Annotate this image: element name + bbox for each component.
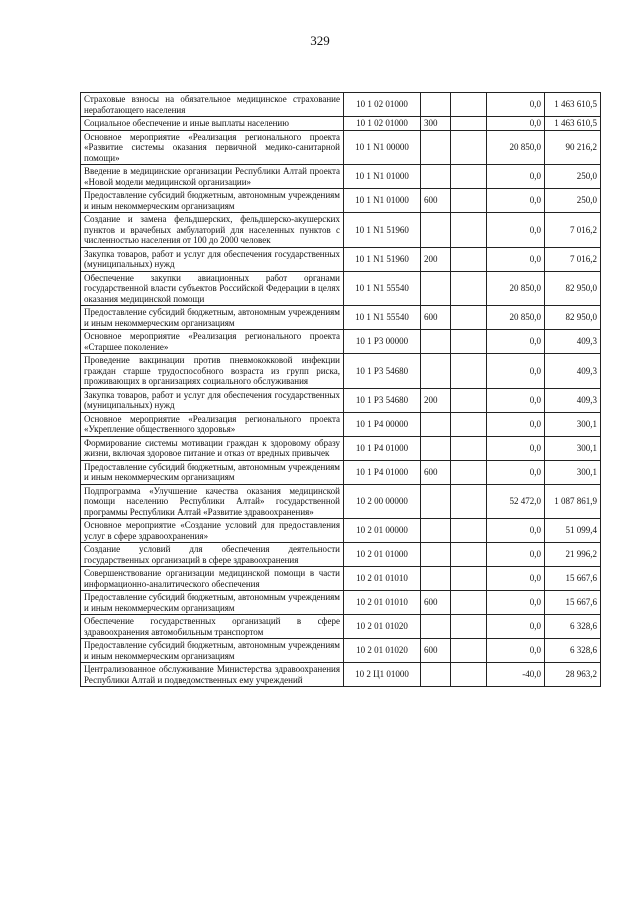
- row-amount-change-cell: 52 472,0: [487, 484, 545, 519]
- row-amount-total-cell: 1 463 610,5: [545, 93, 601, 117]
- row-expense-type-cell: 600: [421, 591, 451, 615]
- table-row: [81, 189, 601, 213]
- row-empty-cell: [451, 130, 487, 165]
- row-empty-cell: [451, 247, 487, 271]
- row-amount-total-cell: 28 963,2: [545, 663, 601, 687]
- row-code-cell: 10 1 N1 00000: [344, 130, 421, 165]
- row-code-cell: 10 1 P3 54680: [344, 354, 421, 389]
- row-empty-cell: [451, 306, 487, 330]
- row-empty-cell: [451, 189, 487, 213]
- row-code-cell: 10 2 01 01010: [344, 567, 421, 591]
- row-amount-total-cell: 7 016,2: [545, 247, 601, 271]
- row-amount-total-cell: 300,1: [545, 460, 601, 484]
- row-name-cell: Создание условий для обеспечения деятельности государственных организаций в сфере здравоохранения: [81, 543, 344, 567]
- row-name-cell: Создание и замена фельдшерских, фельдшерско-акушерских пунктов и врачебных амбулаторий для населенных пунктов с численностью населения от 100 до 2000 человек: [81, 213, 344, 248]
- row-code-cell: 10 2 01 01020: [344, 615, 421, 639]
- row-amount-total-cell: 1 087 861,9: [545, 484, 601, 519]
- row-expense-type-cell: 600: [421, 189, 451, 213]
- table-row: [81, 460, 601, 484]
- row-name-cell: Основное мероприятие «Реализация регионального проекта «Укрепление общественного здоровья»: [81, 412, 344, 436]
- row-amount-change-cell: 0,0: [487, 567, 545, 591]
- row-amount-change-cell: 0,0: [487, 93, 545, 117]
- row-code-cell: 10 1 P4 01000: [344, 436, 421, 460]
- row-expense-type-cell: [421, 354, 451, 389]
- row-name-cell: Формирование системы мотивации граждан к здоровому образу жизни, включая здоровое питание и отказ от вредных привычек: [81, 436, 344, 460]
- page-number: 329: [310, 33, 330, 48]
- row-name-cell: Обеспечение государственных организаций в сфере здравоохранения автомобильным транспортом: [81, 615, 344, 639]
- row-empty-cell: [451, 615, 487, 639]
- row-empty-cell: [451, 436, 487, 460]
- row-code-cell: 10 2 00 00000: [344, 484, 421, 519]
- row-expense-type-cell: 300: [421, 117, 451, 131]
- table-row: [81, 247, 601, 271]
- row-expense-type-cell: 600: [421, 306, 451, 330]
- row-amount-total-cell: 409,3: [545, 388, 601, 412]
- row-empty-cell: [451, 165, 487, 189]
- row-amount-change-cell: 0,0: [487, 247, 545, 271]
- row-code-cell: 10 1 P4 00000: [344, 412, 421, 436]
- row-expense-type-cell: [421, 615, 451, 639]
- row-empty-cell: [451, 354, 487, 389]
- row-amount-change-cell: 20 850,0: [487, 271, 545, 306]
- row-expense-type-cell: 600: [421, 460, 451, 484]
- row-empty-cell: [451, 639, 487, 663]
- row-code-cell: 10 1 P3 00000: [344, 330, 421, 354]
- row-amount-total-cell: 15 667,6: [545, 591, 601, 615]
- table-row: [81, 543, 601, 567]
- row-amount-change-cell: 0,0: [487, 412, 545, 436]
- row-empty-cell: [451, 460, 487, 484]
- row-amount-total-cell: 409,3: [545, 330, 601, 354]
- row-amount-change-cell: 0,0: [487, 639, 545, 663]
- row-amount-change-cell: 0,0: [487, 213, 545, 248]
- row-expense-type-cell: [421, 330, 451, 354]
- table-row: [81, 436, 601, 460]
- row-empty-cell: [451, 388, 487, 412]
- row-code-cell: 10 1 02 01000: [344, 117, 421, 131]
- row-amount-total-cell: 90 216,2: [545, 130, 601, 165]
- row-name-cell: Основное мероприятие «Реализация регионального проекта «Развитие системы оказания первичной медико-санитарной помощи»: [81, 130, 344, 165]
- row-amount-change-cell: 0,0: [487, 330, 545, 354]
- row-amount-change-cell: 0,0: [487, 388, 545, 412]
- row-code-cell: 10 2 01 01000: [344, 543, 421, 567]
- row-amount-change-cell: 0,0: [487, 591, 545, 615]
- budget-table-body: [81, 93, 601, 687]
- row-expense-type-cell: [421, 543, 451, 567]
- table-row: [81, 388, 601, 412]
- row-code-cell: 10 2 01 00000: [344, 519, 421, 543]
- row-amount-total-cell: 250,0: [545, 165, 601, 189]
- row-amount-total-cell: 6 328,6: [545, 639, 601, 663]
- row-amount-change-cell: 0,0: [487, 615, 545, 639]
- row-amount-change-cell: 0,0: [487, 543, 545, 567]
- row-name-cell: Введение в медицинские организации Республики Алтай проекта «Новой модели медицинской организации»: [81, 165, 344, 189]
- row-empty-cell: [451, 213, 487, 248]
- row-name-cell: Предоставление субсидий бюджетным, автономным учреждениям и иным некоммерческим организациям: [81, 189, 344, 213]
- row-name-cell: Предоставление субсидий бюджетным, автономным учреждениям и иным некоммерческим организациям: [81, 306, 344, 330]
- row-amount-total-cell: 82 950,0: [545, 306, 601, 330]
- table-row: [81, 213, 601, 248]
- row-amount-change-cell: 0,0: [487, 460, 545, 484]
- row-code-cell: 10 2 01 01010: [344, 591, 421, 615]
- table-row: [81, 615, 601, 639]
- table-row: [81, 165, 601, 189]
- row-code-cell: 10 1 P3 54680: [344, 388, 421, 412]
- row-amount-total-cell: 51 099,4: [545, 519, 601, 543]
- row-code-cell: 10 1 N1 51960: [344, 213, 421, 248]
- row-code-cell: 10 2 Ц1 01000: [344, 663, 421, 687]
- table-row: [81, 412, 601, 436]
- row-code-cell: 10 1 N1 01000: [344, 165, 421, 189]
- table-row: [81, 271, 601, 306]
- row-empty-cell: [451, 543, 487, 567]
- row-name-cell: Подпрограмма «Улучшение качества оказания медицинской помощи населению Республики Алтай» государственной программы Республики Алтай «Развитие здравоохранения»: [81, 484, 344, 519]
- table-row: [81, 93, 601, 117]
- row-empty-cell: [451, 591, 487, 615]
- table-row: [81, 130, 601, 165]
- table-row: [81, 306, 601, 330]
- row-expense-type-cell: [421, 271, 451, 306]
- row-expense-type-cell: [421, 213, 451, 248]
- row-expense-type-cell: [421, 130, 451, 165]
- row-expense-type-cell: [421, 93, 451, 117]
- table-row: [81, 117, 601, 131]
- row-name-cell: Централизованное обслуживание Министерства здравоохранения Республики Алтай и подведомственных ему учреждений: [81, 663, 344, 687]
- row-empty-cell: [451, 93, 487, 117]
- row-empty-cell: [451, 412, 487, 436]
- row-code-cell: 10 1 N1 55540: [344, 306, 421, 330]
- row-amount-total-cell: 250,0: [545, 189, 601, 213]
- row-expense-type-cell: 600: [421, 639, 451, 663]
- row-amount-change-cell: 0,0: [487, 519, 545, 543]
- table-row: [81, 484, 601, 519]
- table-row: [81, 354, 601, 389]
- row-code-cell: 10 1 P4 01000: [344, 460, 421, 484]
- row-empty-cell: [451, 117, 487, 131]
- budget-table: [80, 92, 601, 687]
- row-amount-change-cell: 0,0: [487, 354, 545, 389]
- row-empty-cell: [451, 519, 487, 543]
- table-row: [81, 330, 601, 354]
- row-expense-type-cell: 200: [421, 388, 451, 412]
- row-expense-type-cell: [421, 412, 451, 436]
- row-empty-cell: [451, 271, 487, 306]
- row-amount-total-cell: 300,1: [545, 436, 601, 460]
- row-empty-cell: [451, 484, 487, 519]
- row-empty-cell: [451, 330, 487, 354]
- row-name-cell: Предоставление субсидий бюджетным, автономным учреждениям и иным некоммерческим организациям: [81, 639, 344, 663]
- row-code-cell: 10 1 N1 51960: [344, 247, 421, 271]
- row-amount-change-cell: 20 850,0: [487, 130, 545, 165]
- row-code-cell: 10 1 N1 01000: [344, 189, 421, 213]
- table-row: [81, 591, 601, 615]
- row-expense-type-cell: [421, 165, 451, 189]
- row-expense-type-cell: 200: [421, 247, 451, 271]
- row-amount-change-cell: -40,0: [487, 663, 545, 687]
- row-name-cell: Совершенствование организации медицинской помощи в части информационно-аналитического обеспечения: [81, 567, 344, 591]
- row-amount-total-cell: 409,3: [545, 354, 601, 389]
- row-name-cell: Предоставление субсидий бюджетным, автономным учреждениям и иным некоммерческим организациям: [81, 460, 344, 484]
- row-amount-total-cell: 21 996,2: [545, 543, 601, 567]
- row-amount-total-cell: 7 016,2: [545, 213, 601, 248]
- row-code-cell: 10 1 02 01000: [344, 93, 421, 117]
- row-name-cell: Закупка товаров, работ и услуг для обеспечения государственных (муниципальных) нужд: [81, 388, 344, 412]
- row-amount-total-cell: 300,1: [545, 412, 601, 436]
- table-row: [81, 639, 601, 663]
- row-amount-change-cell: 0,0: [487, 436, 545, 460]
- row-name-cell: Социальное обеспечение и иные выплаты населению: [81, 117, 344, 131]
- row-name-cell: Предоставление субсидий бюджетным, автономным учреждениям и иным некоммерческим организациям: [81, 591, 344, 615]
- row-name-cell: Обеспечение закупки авиационных работ органами государственной власти субъектов Российской Федерации в целях оказания медицинской помощи: [81, 271, 344, 306]
- row-code-cell: 10 1 N1 55540: [344, 271, 421, 306]
- row-name-cell: Проведение вакцинации против пневмококковой инфекции граждан старше трудоспособного возраста из групп риска, проживающих в организациях социального обслуживания: [81, 354, 344, 389]
- row-amount-total-cell: 82 950,0: [545, 271, 601, 306]
- row-amount-change-cell: 20 850,0: [487, 306, 545, 330]
- row-expense-type-cell: [421, 663, 451, 687]
- row-amount-total-cell: 1 463 610,5: [545, 117, 601, 131]
- row-name-cell: Страховые взносы на обязательное медицинское страхование неработающего населения: [81, 93, 344, 117]
- row-expense-type-cell: [421, 519, 451, 543]
- row-name-cell: Основное мероприятие «Создание условий для предоставления услуг в сфере здравоохранения»: [81, 519, 344, 543]
- row-expense-type-cell: [421, 567, 451, 591]
- row-amount-total-cell: 15 667,6: [545, 567, 601, 591]
- row-empty-cell: [451, 663, 487, 687]
- table-row: [81, 519, 601, 543]
- row-expense-type-cell: [421, 484, 451, 519]
- table-row: [81, 567, 601, 591]
- table-row: [81, 663, 601, 687]
- row-amount-change-cell: 0,0: [487, 189, 545, 213]
- row-amount-change-cell: 0,0: [487, 117, 545, 131]
- row-amount-change-cell: 0,0: [487, 165, 545, 189]
- row-amount-total-cell: 6 328,6: [545, 615, 601, 639]
- row-empty-cell: [451, 567, 487, 591]
- row-code-cell: 10 2 01 01020: [344, 639, 421, 663]
- row-name-cell: Основное мероприятие «Реализация регионального проекта «Старшее поколение»: [81, 330, 344, 354]
- row-expense-type-cell: [421, 436, 451, 460]
- row-name-cell: Закупка товаров, работ и услуг для обеспечения государственных (муниципальных) нужд: [81, 247, 344, 271]
